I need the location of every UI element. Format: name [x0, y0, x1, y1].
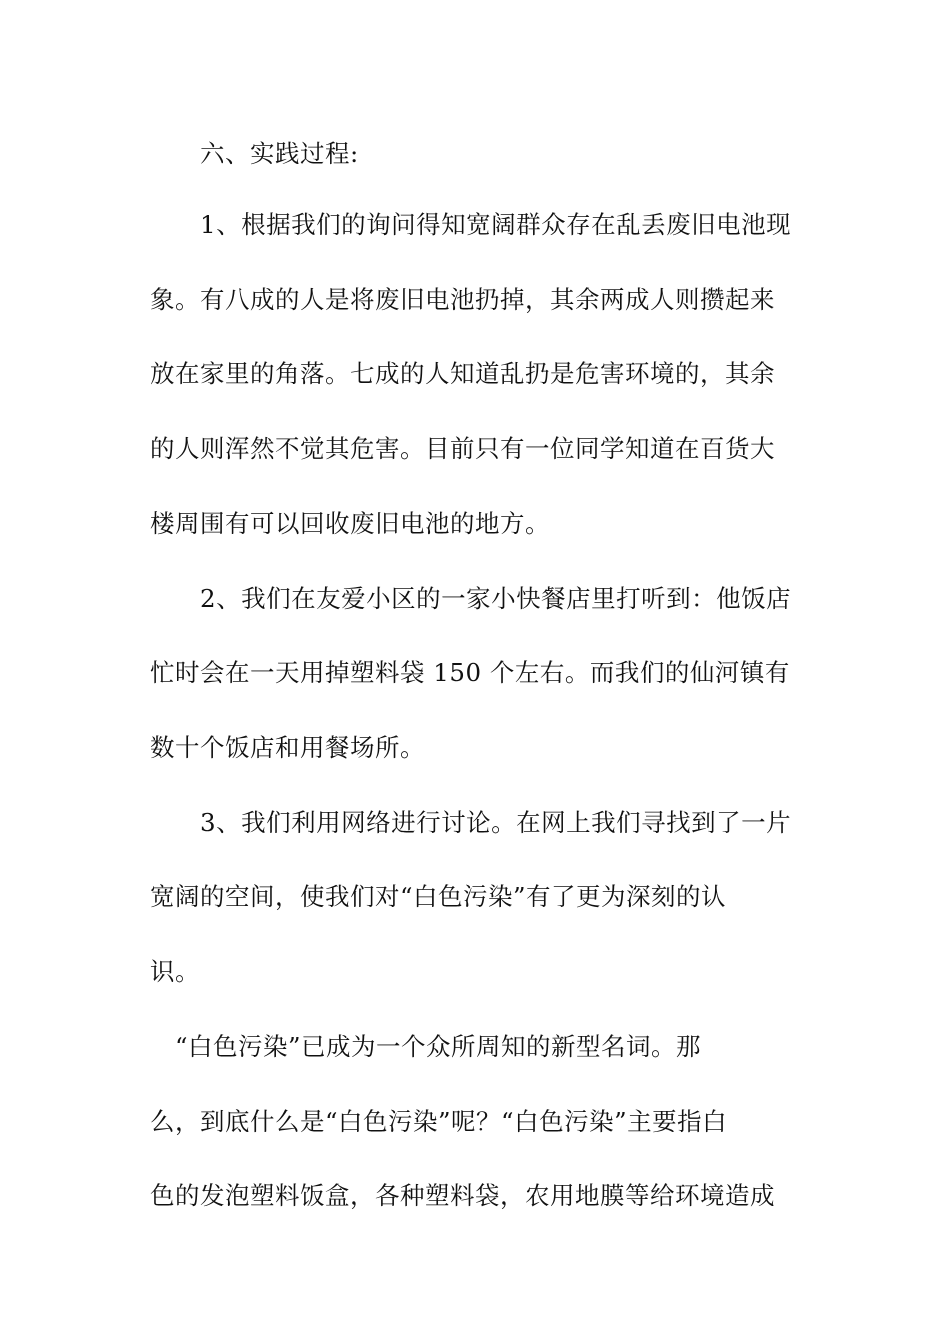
paragraph-line: 2、我们在友爱小区的一家小快餐店里打听到：他饭店: [200, 584, 792, 613]
paragraph-line: 3、我们利用网络进行讨论。在网上我们寻找到了一片: [200, 808, 792, 837]
section-heading: 六、实践过程:: [200, 139, 359, 168]
paragraph-line: “白色污染”已成为一个众所周知的新型名词。那: [175, 1032, 702, 1061]
paragraph-line: 识。: [150, 957, 200, 986]
paragraph-line: 么，到底什么是“白色污染”呢？“白色污染”主要指白: [150, 1107, 728, 1136]
paragraph-line: 放在家里的角落。七成的人知道乱扔是危害环境的，其余: [150, 359, 775, 388]
paragraph-line: 楼周围有可以回收废旧电池的地方。: [150, 509, 550, 538]
paragraph-line: 宽阔的空间，使我们对“白色污染”有了更为深刻的认: [150, 882, 727, 911]
paragraph-line: 象。有八成的人是将废旧电池扔掉，其余两成人则攒起来: [150, 285, 775, 314]
paragraph-line: 数十个饭店和用餐场所。: [150, 733, 425, 762]
paragraph-line: 的人则浑然不觉其危害。目前只有一位同学知道在百货大: [150, 434, 775, 463]
paragraph-line: 色的发泡塑料饭盒，各种塑料袋，农用地膜等给环境造成: [150, 1181, 775, 1210]
paragraph-line: 1、根据我们的询问得知宽阔群众存在乱丢废旧电池现: [200, 210, 792, 239]
paragraph-line: 忙时会在一天用掉塑料袋 150 个左右。而我们的仙河镇有: [150, 658, 790, 687]
